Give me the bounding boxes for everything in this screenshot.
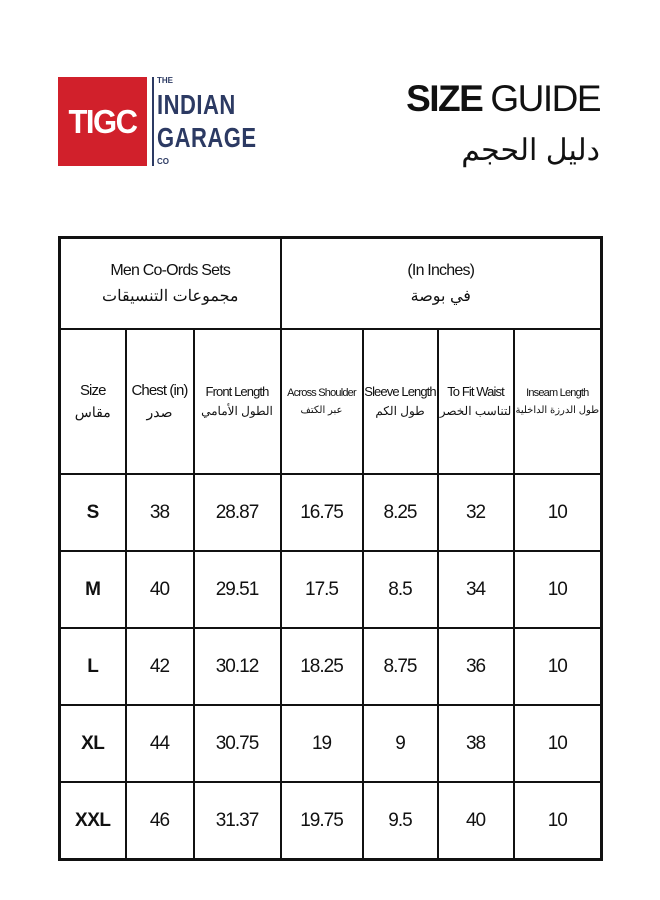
column-header-ar: صدر: [146, 404, 173, 421]
table-cell: 44: [126, 705, 194, 782]
table-cell: 29.51: [194, 551, 281, 628]
column-header-en: Size: [79, 381, 106, 399]
table-cell: 30.12: [194, 628, 281, 705]
page-title-arabic: دليل الحجم: [461, 134, 600, 167]
table-cell: 19.75: [281, 782, 363, 860]
table-header-row: [60, 238, 602, 330]
column-header: [363, 329, 438, 474]
page-title: [406, 80, 600, 117]
table-row: [60, 782, 602, 860]
column-header-ar: عبر الكتف: [300, 405, 343, 417]
table-cell: 10: [514, 551, 602, 628]
column-header: [194, 329, 281, 474]
table-cell: 38: [438, 705, 514, 782]
column-header: [438, 329, 514, 474]
table-cell: 9.5: [363, 782, 438, 860]
table-cell: 42: [126, 628, 194, 705]
size-cell: XXL: [60, 782, 126, 860]
table-cell: 40: [126, 551, 194, 628]
table-cell: 19: [281, 705, 363, 782]
column-header-ar: مقاس: [74, 404, 111, 421]
table-cell: 30.75: [194, 705, 281, 782]
table-cell: 16.75: [281, 474, 363, 551]
title-size: SIZE: [406, 78, 483, 119]
column-header-en: Chest (in): [131, 381, 188, 399]
size-cell: L: [60, 628, 126, 705]
logo-divider: [152, 77, 154, 166]
set-label-ar: مجموعات التنسيقات: [102, 287, 239, 305]
size-cell: S: [60, 474, 126, 551]
table-row: [60, 705, 602, 782]
table-cell: 8.5: [363, 551, 438, 628]
table-row: [60, 551, 602, 628]
column-header-en: To Fit Waist: [447, 383, 504, 399]
table-cell: 38: [126, 474, 194, 551]
title-guide: GUIDE: [490, 78, 600, 119]
unit-label-ar: في بوصة: [410, 287, 471, 305]
column-header-ar: طول الكم: [375, 404, 425, 419]
logo-mark: [58, 77, 147, 166]
column-header: [281, 329, 363, 474]
column-header-row: [60, 329, 602, 474]
column-header-en: Across Shoulder: [287, 386, 356, 399]
table-cell: 10: [514, 705, 602, 782]
logo-wordmark: [157, 77, 257, 166]
column-header-en: Sleeve Length: [364, 383, 436, 399]
table-cell: 17.5: [281, 551, 363, 628]
column-header-en: Front Length: [205, 383, 269, 399]
set-label-en: Men Co-Ords Sets: [110, 261, 231, 279]
unit-label-en: (In Inches): [407, 261, 475, 279]
column-header: [514, 329, 602, 474]
table-cell: 28.87: [194, 474, 281, 551]
column-header-ar: طول الدرزة الداخلية: [515, 405, 600, 417]
table-cell: 18.25: [281, 628, 363, 705]
table-cell: 10: [514, 782, 602, 860]
table-cell: 40: [438, 782, 514, 860]
brand-logo: [58, 77, 257, 166]
logo-the: THE: [157, 76, 173, 85]
column-header-ar: الطول الأمامي: [201, 404, 273, 419]
logo-indian: INDIAN: [157, 88, 236, 120]
table-cell: 46: [126, 782, 194, 860]
table-row: [60, 474, 602, 551]
table-cell: 31.37: [194, 782, 281, 860]
column-header-ar: لتناسب الخصر: [439, 404, 512, 419]
table-cell: 8.75: [363, 628, 438, 705]
logo-co: CO: [157, 157, 169, 166]
table-row: [60, 628, 602, 705]
table-cell: 10: [514, 474, 602, 551]
table-cell: 10: [514, 628, 602, 705]
table-cell: 8.25: [363, 474, 438, 551]
column-header-en: Inseam Length: [526, 386, 589, 399]
logo-mark-text: TIGC: [68, 102, 137, 140]
size-cell: XL: [60, 705, 126, 782]
table-cell: 36: [438, 628, 514, 705]
set-label-cell: [60, 238, 281, 330]
table-cell: 34: [438, 551, 514, 628]
table-cell: 32: [438, 474, 514, 551]
unit-label-cell: [281, 238, 602, 330]
table-cell: 9: [363, 705, 438, 782]
size-chart-table: [58, 236, 603, 861]
column-header: [60, 329, 126, 474]
logo-garage: GARAGE: [157, 121, 257, 153]
size-cell: M: [60, 551, 126, 628]
column-header: [126, 329, 194, 474]
